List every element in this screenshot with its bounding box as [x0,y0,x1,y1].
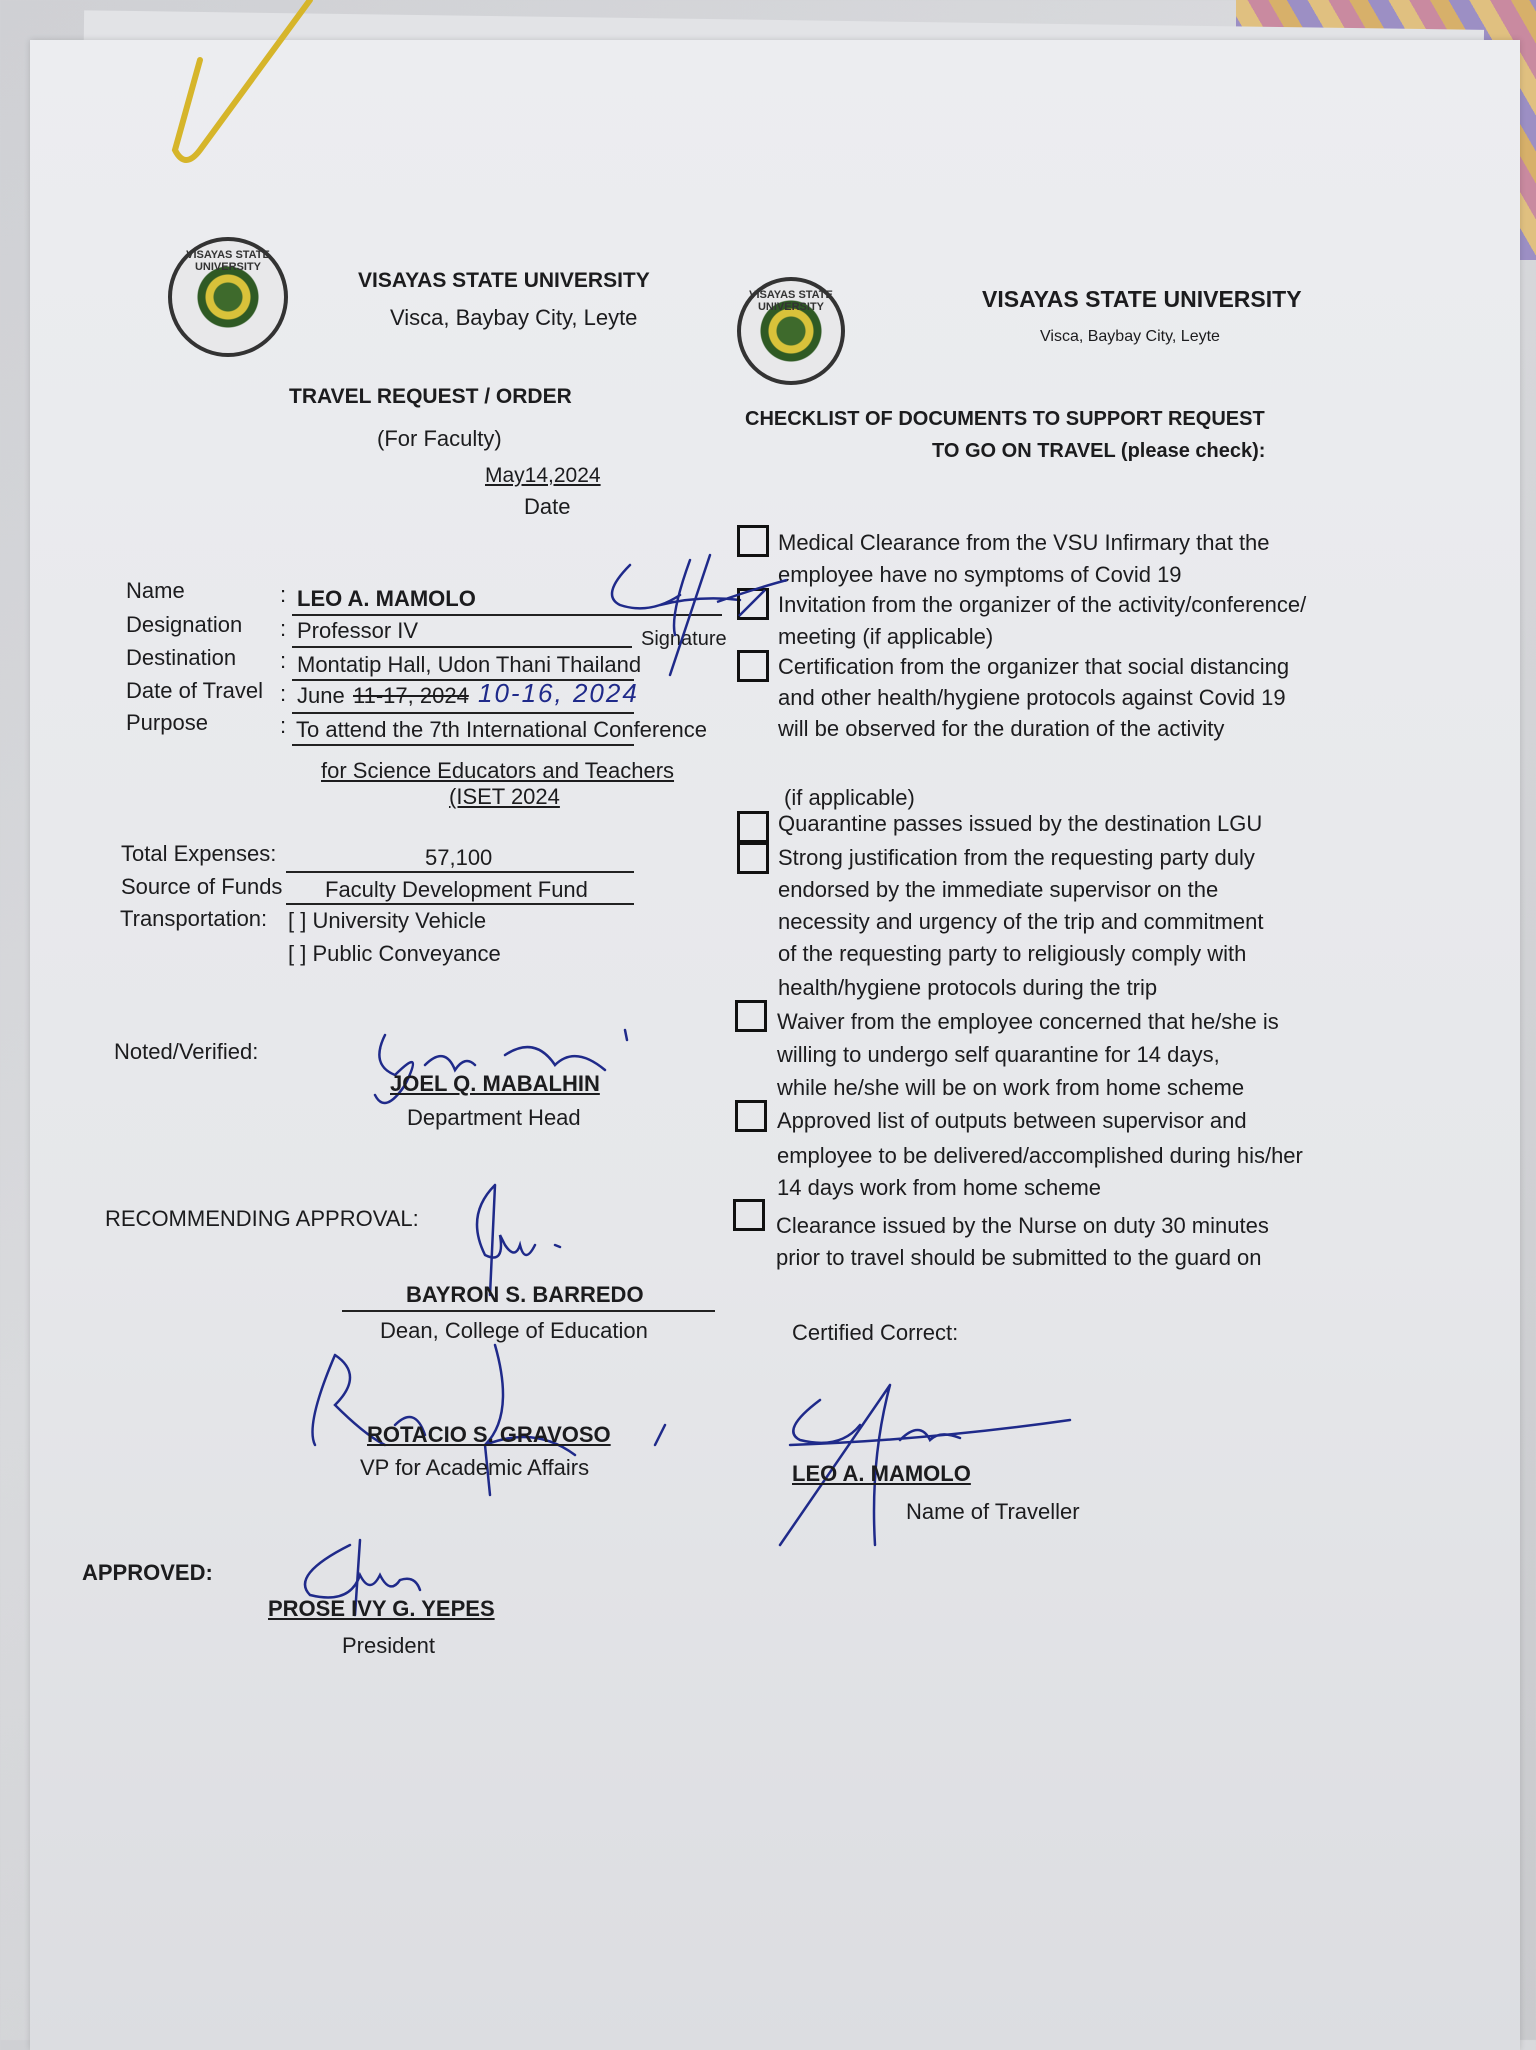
checkbox-nurse-clearance[interactable] [733,1199,765,1231]
university-seal-left: VISAYAS STATE UNIVERSITY [168,237,288,357]
checklist-text: Strong justification from the requesting party duly [778,845,1255,870]
checklist-text: will be observed for the duration of the activity [778,716,1225,741]
transport-option-university-vehicle[interactable]: [ ] University Vehicle [288,908,487,933]
designation-underline [292,646,632,648]
name-value: LEO A. MAMOLO [297,586,476,611]
checklist-text: willing to undergo self quarantine for 14 days, [777,1042,1220,1067]
checklist-text: Waiver from the employee concerned that he/she is [777,1009,1279,1034]
checkbox-waiver[interactable] [735,1000,767,1032]
colon: : [280,713,287,738]
funds-value: Faculty Development Fund [325,877,588,902]
recommending-signature [465,1175,585,1295]
university-address-right: Visca, Baybay City, Leyte [1040,328,1220,345]
checklist-text: meeting (if applicable) [778,624,994,649]
checklist-text: employee have no symptoms of Covid 19 [778,562,1182,587]
certified-label: Certified Correct: [792,1320,959,1345]
checklist-text: of the requesting party to religiously comply with [778,941,1247,966]
expenses-value: 57,100 [425,845,493,870]
request-date: May14,2024 [485,464,601,487]
destination-label: Destination [126,645,237,670]
vp-name: ROTACIO S. GRAVOSO [367,1422,611,1447]
travel-date-struck: 11-17, 2024 [353,683,469,708]
check-mark-icon [737,588,767,618]
checklist-text: necessity and urgency of the trip and commitment [778,909,1264,934]
purpose-underline [292,744,634,746]
travel-date-underline [292,712,634,714]
noted-signature [365,1025,645,1115]
checklist-text: Clearance issued by the Nurse on duty 30 minutes [776,1213,1269,1238]
checkbox-approved-outputs[interactable] [735,1100,767,1132]
checklist-text: health/hygiene protocols during the trip [778,975,1158,1000]
checkbox-certification[interactable] [737,650,769,682]
date-label: Date [524,494,571,519]
checklist-text: while he/she will be on work from home scheme [777,1075,1245,1100]
designation-value: Professor IV [297,618,419,643]
colon: : [280,681,287,706]
funds-label: Source of Funds [121,874,283,899]
noted-label: Noted/Verified: [114,1039,259,1064]
university-name-right: VISAYAS STATE UNIVERSITY [982,286,1302,312]
university-seal-right: VISAYAS STATE UNIVERSITY [737,277,845,385]
purpose-label: Purpose [126,710,208,735]
checklist-text: endorsed by the immediate supervisor on the [778,877,1219,902]
expenses-underline [286,871,634,873]
checklist-text: Medical Clearance from the VSU Infirmary that the [778,530,1270,555]
designation-label: Designation [126,612,243,637]
form-title: TRAVEL REQUEST / ORDER [289,385,572,408]
transport-label: Transportation: [120,906,268,931]
checklist-text: prior to travel should be submitted to the guard on [776,1245,1262,1270]
recommending-label: RECOMMENDING APPROVAL: [105,1206,419,1231]
checklist-text: and other health/hygiene protocols against Covid 19 [778,685,1286,710]
funds-underline [286,903,634,905]
checklist-text: employee to be delivered/accomplished during his/her [777,1143,1303,1168]
purpose-line-3: (ISET 2024 [449,784,560,809]
university-address-left: Visca, Baybay City, Leyte [390,305,638,330]
expenses-label: Total Expenses: [121,841,277,866]
traveller-signature-top [600,555,750,675]
checkbox-invitation[interactable] [737,588,769,620]
colon: : [280,582,287,607]
checklist-title-2: TO GO ON TRAVEL (please check): [932,440,1266,462]
colon: : [280,648,287,673]
checklist-text: 14 days work from home scheme [777,1175,1102,1200]
name-label: Name [126,578,185,603]
checkbox-quarantine-passes[interactable] [737,811,769,843]
checklist-text: Invitation from the organizer of the activity/conference/ [778,592,1307,617]
travel-date-label: Date of Travel [126,678,263,703]
travel-date-prefix: June [297,683,345,708]
destination-value: Montatip Hall, Udon Thani Thailand [297,652,642,677]
form-subtitle: (For Faculty) [377,426,502,451]
checkbox-medical-clearance[interactable] [737,525,769,557]
checkbox-strong-justification[interactable] [737,842,769,874]
president-title: President [342,1633,435,1658]
noted-name: JOEL Q. MABALHIN [390,1071,600,1096]
recommending-name: BAYRON S. BARREDO [406,1282,644,1307]
purpose-line-2: for Science Educators and Teachers [321,758,675,783]
approved-label: APPROVED: [82,1560,213,1585]
traveller-name: LEO A. MAMOLO [792,1461,971,1486]
colon: : [280,616,287,641]
purpose-line-1: To attend the 7th International Conference [296,717,707,742]
noted-title: Department Head [407,1105,581,1130]
checklist-text: Quarantine passes issued by the destination LGU [778,811,1263,836]
university-name-left: VISAYAS STATE UNIVERSITY [358,269,650,292]
paper-clip-icon [170,0,330,170]
travel-date-handwritten: 10-16, 2024 [478,678,639,708]
recommending-title: Dean, College of Education [380,1318,648,1343]
checklist-text: Certification from the organizer that social distancing [778,654,1290,679]
transport-option-public-conveyance[interactable]: [ ] Public Conveyance [288,941,501,966]
checklist-text: Approved list of outputs between supervisor and [777,1108,1247,1133]
if-applicable-note: (if applicable) [784,785,915,810]
president-name: PROSE IVY G. YEPES [268,1596,495,1621]
vp-title: VP for Academic Affairs [360,1455,590,1480]
signature-label: Signature [641,628,727,650]
recommending-underline [342,1310,715,1312]
checklist-title-1: CHECKLIST OF DOCUMENTS TO SUPPORT REQUEST [745,408,1265,430]
traveller-title: Name of Traveller [906,1499,1080,1524]
